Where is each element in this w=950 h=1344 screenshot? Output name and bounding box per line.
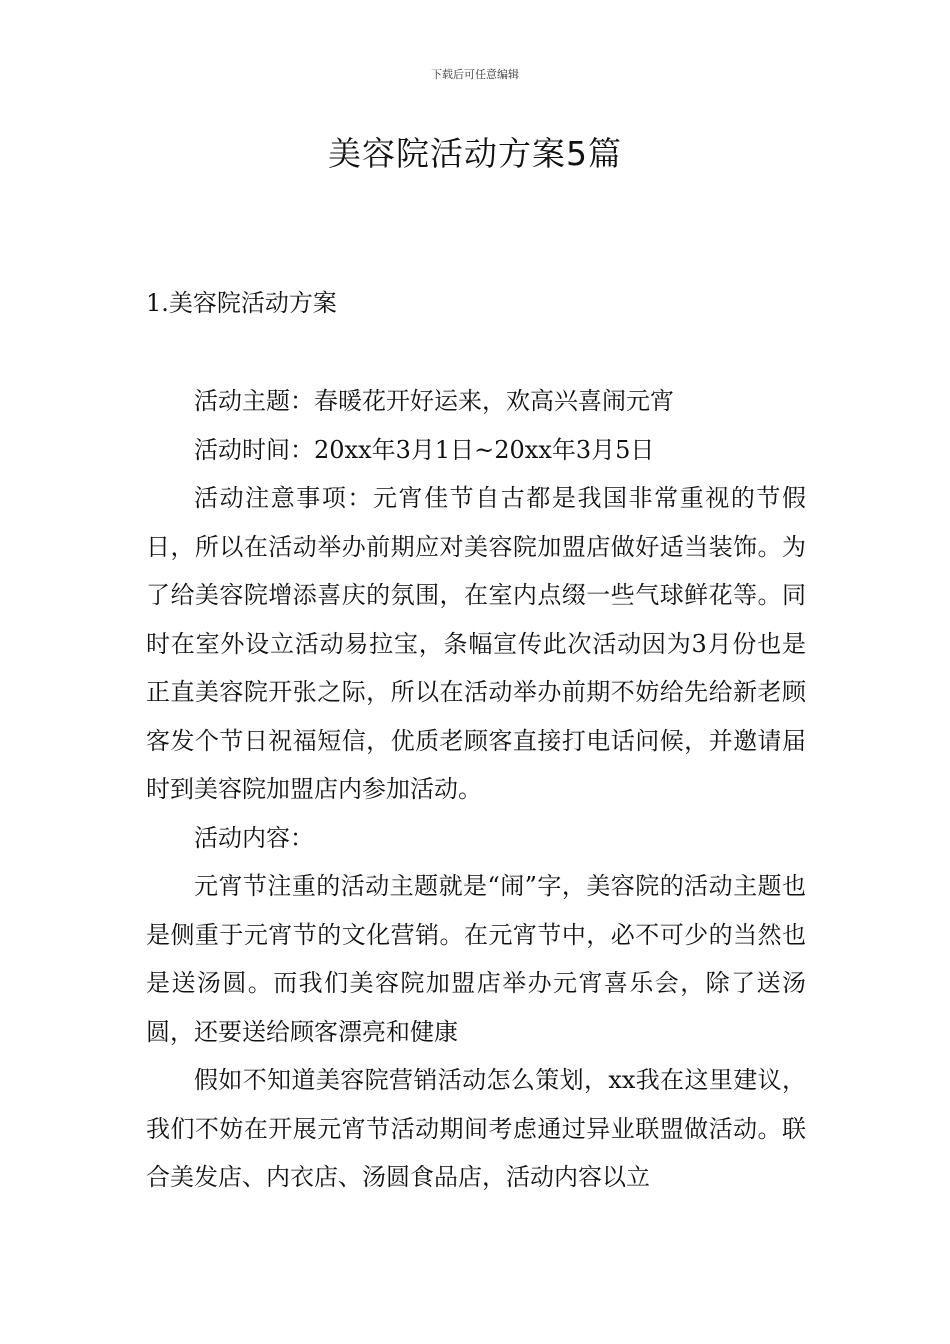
- paragraph-time: 活动时间：20xx年3月1日~20xx年3月5日: [194, 435, 655, 464]
- paragraph-content-label: 活动内容：: [194, 823, 314, 852]
- header-note: 下载后可任意编辑: [431, 68, 519, 81]
- paragraph-notes: 活动注意事项：元宵佳节自古都是我国非常重视的节假日，所以在活动举办前期应对美容院加盟店做好适当装饰。为了给美容院增添喜庆的氛围，在室内点缀一些气球鲜花等。同时在室外设立活动易拉宝，条幅宣传此次活动因为3月份也是正直美容院开张之际，所以在活动举办前期不妨给先给新老顾客发个节日祝福短信，优质老顾客直接打电话问候，并邀请届时到美容院加盟店内参加活动。: [146, 484, 806, 803]
- paragraph-theme: 活动主题：春暖花开好运来，欢高兴喜闹元宵: [194, 387, 674, 415]
- paragraph-suggestion: 假如不知道美容院营销活动怎么策划，xx我在这里建议，我们不妨在开展元宵节活动期间考虑通过异业联盟做活动。联合美发店、内衣店、汤圆食品店，活动内容以立: [146, 1066, 806, 1191]
- paragraph-content: 元宵节注重的活动主题就是“闹”字，美容院的活动主题也是侧重于元宵节的文化营销。在元宵节中，必不可少的当然也是送汤圆。而我们美容院加盟店举办元宵喜乐会，除了送汤圆，还要送给顾客漂亮和健康: [146, 872, 806, 1046]
- section-heading: 1.美容院活动方案: [146, 289, 337, 317]
- section-body: [146, 377, 806, 1202]
- document-title: 美容院活动方案5篇: [328, 134, 622, 173]
